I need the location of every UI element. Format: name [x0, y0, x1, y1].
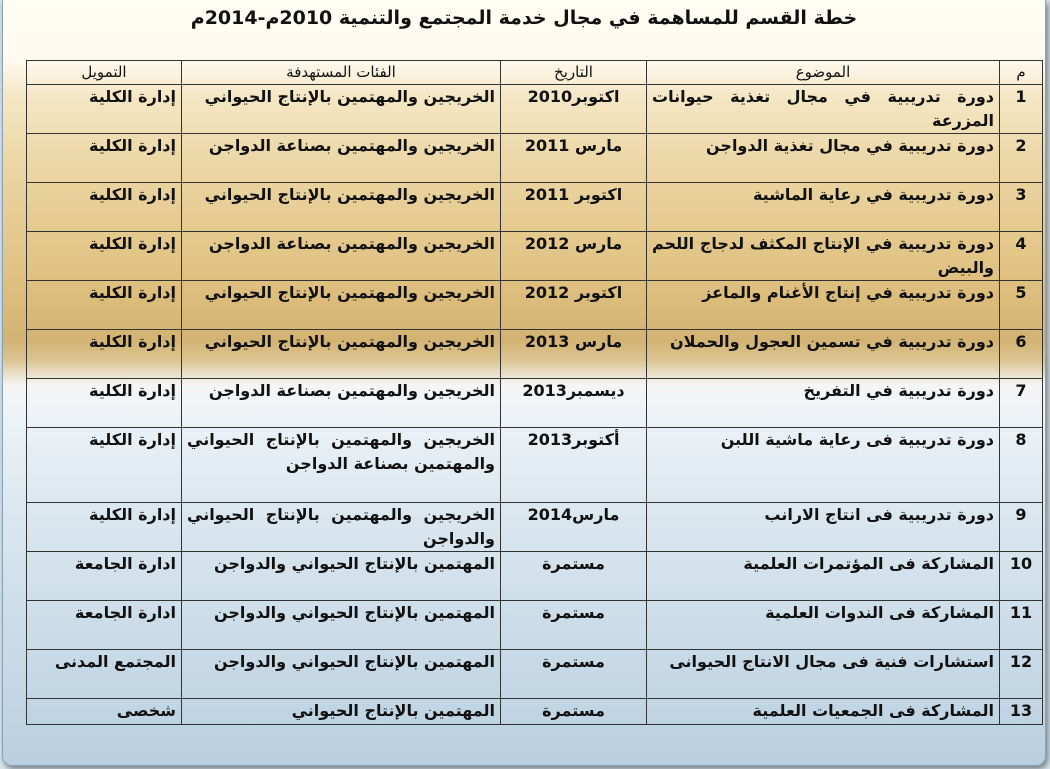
table-row	[27, 379, 1043, 428]
row-funding: المجتمع المدنى	[27, 650, 182, 699]
row-topic: دورة تدريبية في مجال تغذية حيوانات المزرعة	[647, 85, 1000, 134]
row-num: 9	[1000, 503, 1043, 552]
table-row	[27, 85, 1043, 134]
row-topic: استشارات فنية فى مجال الانتاج الحيوانى	[647, 650, 1000, 699]
row-target: الخريجين والمهتمين بالإنتاج الحيواني	[182, 85, 501, 134]
row-funding: ادارة الجامعة	[27, 552, 182, 601]
row-topic: المشاركة فى الجمعيات العلمية	[647, 699, 1000, 725]
table-row	[27, 601, 1043, 650]
table-row	[27, 552, 1043, 601]
row-num: 11	[1000, 601, 1043, 650]
row-date: اكتوبر 2012	[501, 281, 647, 330]
row-target: المهتمين بالإنتاج الحيواني والدواجن	[182, 601, 501, 650]
table-header-row	[27, 61, 1043, 85]
row-target: الخريجين والمهتمين بصناعة الدواجن	[182, 379, 501, 428]
row-date: مارس2014	[501, 503, 647, 552]
row-num: 3	[1000, 183, 1043, 232]
row-funding: إدارة الكلية	[27, 281, 182, 330]
row-num: 5	[1000, 281, 1043, 330]
header-date: التاريخ	[501, 61, 647, 85]
row-num: 1	[1000, 85, 1043, 134]
row-num: 7	[1000, 379, 1043, 428]
row-target: المهتمين بالإنتاج الحيواني والدواجن	[182, 552, 501, 601]
table-row	[27, 232, 1043, 281]
row-topic: المشاركة فى المؤتمرات العلمية	[647, 552, 1000, 601]
row-date: مستمرة	[501, 699, 647, 725]
row-target: المهتمين بالإنتاج الحيواني والدواجن	[182, 650, 501, 699]
row-funding: شخصى	[27, 699, 182, 725]
table-row	[27, 183, 1043, 232]
row-date: مارس 2013	[501, 330, 647, 379]
row-date: ديسمبر2013	[501, 379, 647, 428]
table-row	[27, 281, 1043, 330]
table-row	[27, 428, 1043, 503]
row-target: الخريجين والمهتمين بالإنتاج الحيواني والمهتمين بصناعة الدواجن	[182, 428, 501, 503]
header-topic: الموضوع	[647, 61, 1000, 85]
row-date: مستمرة	[501, 650, 647, 699]
row-funding: إدارة الكلية	[27, 232, 182, 281]
row-num: 12	[1000, 650, 1043, 699]
row-target: الخريجين والمهتمين بالإنتاج الحيواني	[182, 281, 501, 330]
row-funding: إدارة الكلية	[27, 428, 182, 503]
row-topic: دورة تدريبية في تسمين العجول والحملان	[647, 330, 1000, 379]
row-target: الخريجين والمهتمين بصناعة الدواجن	[182, 232, 501, 281]
row-date: مستمرة	[501, 552, 647, 601]
row-target: الخريجين والمهتمين بالإنتاج الحيواني	[182, 330, 501, 379]
row-date: مارس 2011	[501, 134, 647, 183]
row-funding: ادارة الجامعة	[27, 601, 182, 650]
row-num: 10	[1000, 552, 1043, 601]
row-topic: دورة تدريبية في الإنتاج المكثف لدجاج اللحم والبيض	[647, 232, 1000, 281]
row-num: 8	[1000, 428, 1043, 503]
row-date: اكتوبر2010	[501, 85, 647, 134]
row-num: 4	[1000, 232, 1043, 281]
row-num: 6	[1000, 330, 1043, 379]
row-topic: دورة تدريبية فى انتاج الارانب	[647, 503, 1000, 552]
row-topic: المشاركة فى الندوات العلمية	[647, 601, 1000, 650]
table-row	[27, 650, 1043, 699]
row-topic: دورة تدريبية في رعاية الماشية	[647, 183, 1000, 232]
row-date: مستمرة	[501, 601, 647, 650]
header-num: م	[1000, 61, 1043, 85]
row-date: أكتوبر2013	[501, 428, 647, 503]
row-num: 13	[1000, 699, 1043, 725]
row-num: 2	[1000, 134, 1043, 183]
row-funding: إدارة الكلية	[27, 379, 182, 428]
row-topic: دورة تدريبية في إنتاج الأغنام والماعز	[647, 281, 1000, 330]
table-row	[27, 503, 1043, 552]
header-funding: التمويل	[27, 61, 182, 85]
row-target: الخريجين والمهتمين بالإنتاج الحيواني	[182, 183, 501, 232]
page-title: خطة القسم للمساهمة في مجال خدمة المجتمع والتنمية 2010م-2014م	[190, 7, 858, 29]
row-date: مارس 2012	[501, 232, 647, 281]
table-row	[27, 134, 1043, 183]
row-topic: دورة تدريبية في مجال تغذية الدواجن	[647, 134, 1000, 183]
row-funding: إدارة الكلية	[27, 503, 182, 552]
row-funding: إدارة الكلية	[27, 85, 182, 134]
plan-table	[26, 60, 1043, 725]
table-row	[27, 699, 1043, 725]
table-row	[27, 330, 1043, 379]
row-funding: إدارة الكلية	[27, 330, 182, 379]
document-frame	[2, 0, 1046, 766]
row-topic: دورة تدريبية في التفريخ	[647, 379, 1000, 428]
row-target: الخريجين والمهتمين بالإنتاج الحيواني والدواجن	[182, 503, 501, 552]
row-target: المهتمين بالإنتاج الحيواني	[182, 699, 501, 725]
row-funding: إدارة الكلية	[27, 134, 182, 183]
header-target: الفئات المستهدفة	[182, 61, 501, 85]
row-funding: إدارة الكلية	[27, 183, 182, 232]
row-date: اكتوبر 2011	[501, 183, 647, 232]
row-topic: دورة تدريبية فى رعاية ماشية اللبن	[647, 428, 1000, 503]
row-target: الخريجين والمهتمين بصناعة الدواجن	[182, 134, 501, 183]
